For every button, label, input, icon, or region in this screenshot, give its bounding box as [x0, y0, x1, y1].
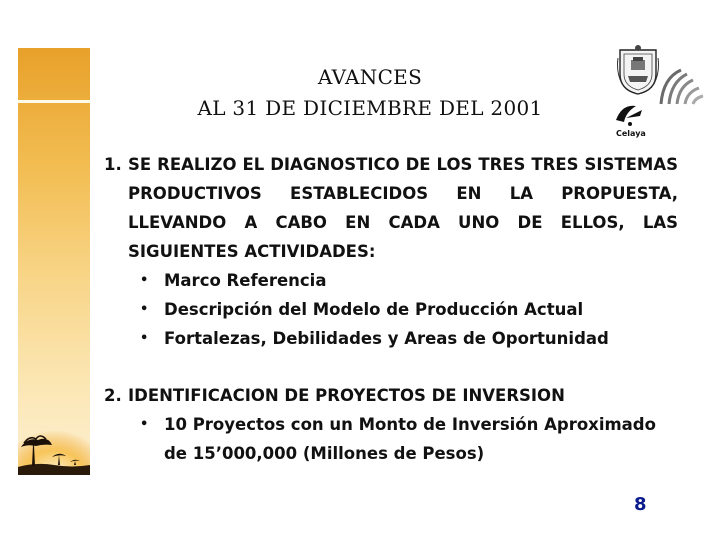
bullet-text: 10 Proyectos con un Monto de Inversión Aproximado de 15’000,000 (Millones de Pesos) [164, 415, 656, 463]
bullet-icon: • [140, 331, 149, 346]
title-line-2: AL 31 DE DICIEMBRE DEL 2001 [197, 96, 543, 120]
list-item-1 [104, 150, 678, 353]
bullet-text: Descripción del Modelo de Producción Actual [164, 300, 584, 319]
bullet-icon: • [140, 273, 149, 288]
bullet-item [128, 324, 678, 353]
bullet-text: Fortalezas, Debilidades y Areas de Oportunidad [164, 329, 609, 348]
slide-title [150, 62, 590, 124]
bullet-item [128, 295, 678, 324]
celaya-logo [612, 100, 654, 140]
sub-list [128, 410, 678, 468]
bullet-item [128, 266, 678, 295]
item-number: 2. [104, 386, 122, 405]
leaf-logo-icon [655, 62, 705, 106]
item-text: IDENTIFICACION DE PROYECTOS DE INVERSION [128, 386, 565, 405]
bullet-icon: • [140, 302, 149, 317]
sunset-tree-icon [18, 415, 90, 475]
side-bar-divider [18, 100, 90, 103]
item-text: SE REALIZO EL DIAGNOSTICO DE LOS TRES TRES SISTEMAS PRODUCTIVOS ESTABLECIDOS EN LA PROPUESTA, LLEVANDO A CABO EN CADA UNO DE ELLOS, LAS SIGUIENTES ACTIVIDADES: [128, 155, 678, 261]
item-number: 1. [104, 155, 122, 174]
page-number: 8 [634, 494, 647, 515]
list-item-2 [104, 381, 678, 468]
title-line-1: AVANCES [317, 65, 423, 89]
bullet-icon: • [140, 417, 149, 432]
content [104, 150, 678, 468]
celaya-logo-text: Celaya [616, 129, 646, 138]
seal-icon [616, 44, 660, 96]
sub-list [128, 266, 678, 353]
item-spacer [104, 353, 678, 381]
bullet-text: Marco Referencia [164, 271, 327, 290]
decorative-side-bar [18, 48, 90, 474]
bullet-item [128, 410, 678, 468]
